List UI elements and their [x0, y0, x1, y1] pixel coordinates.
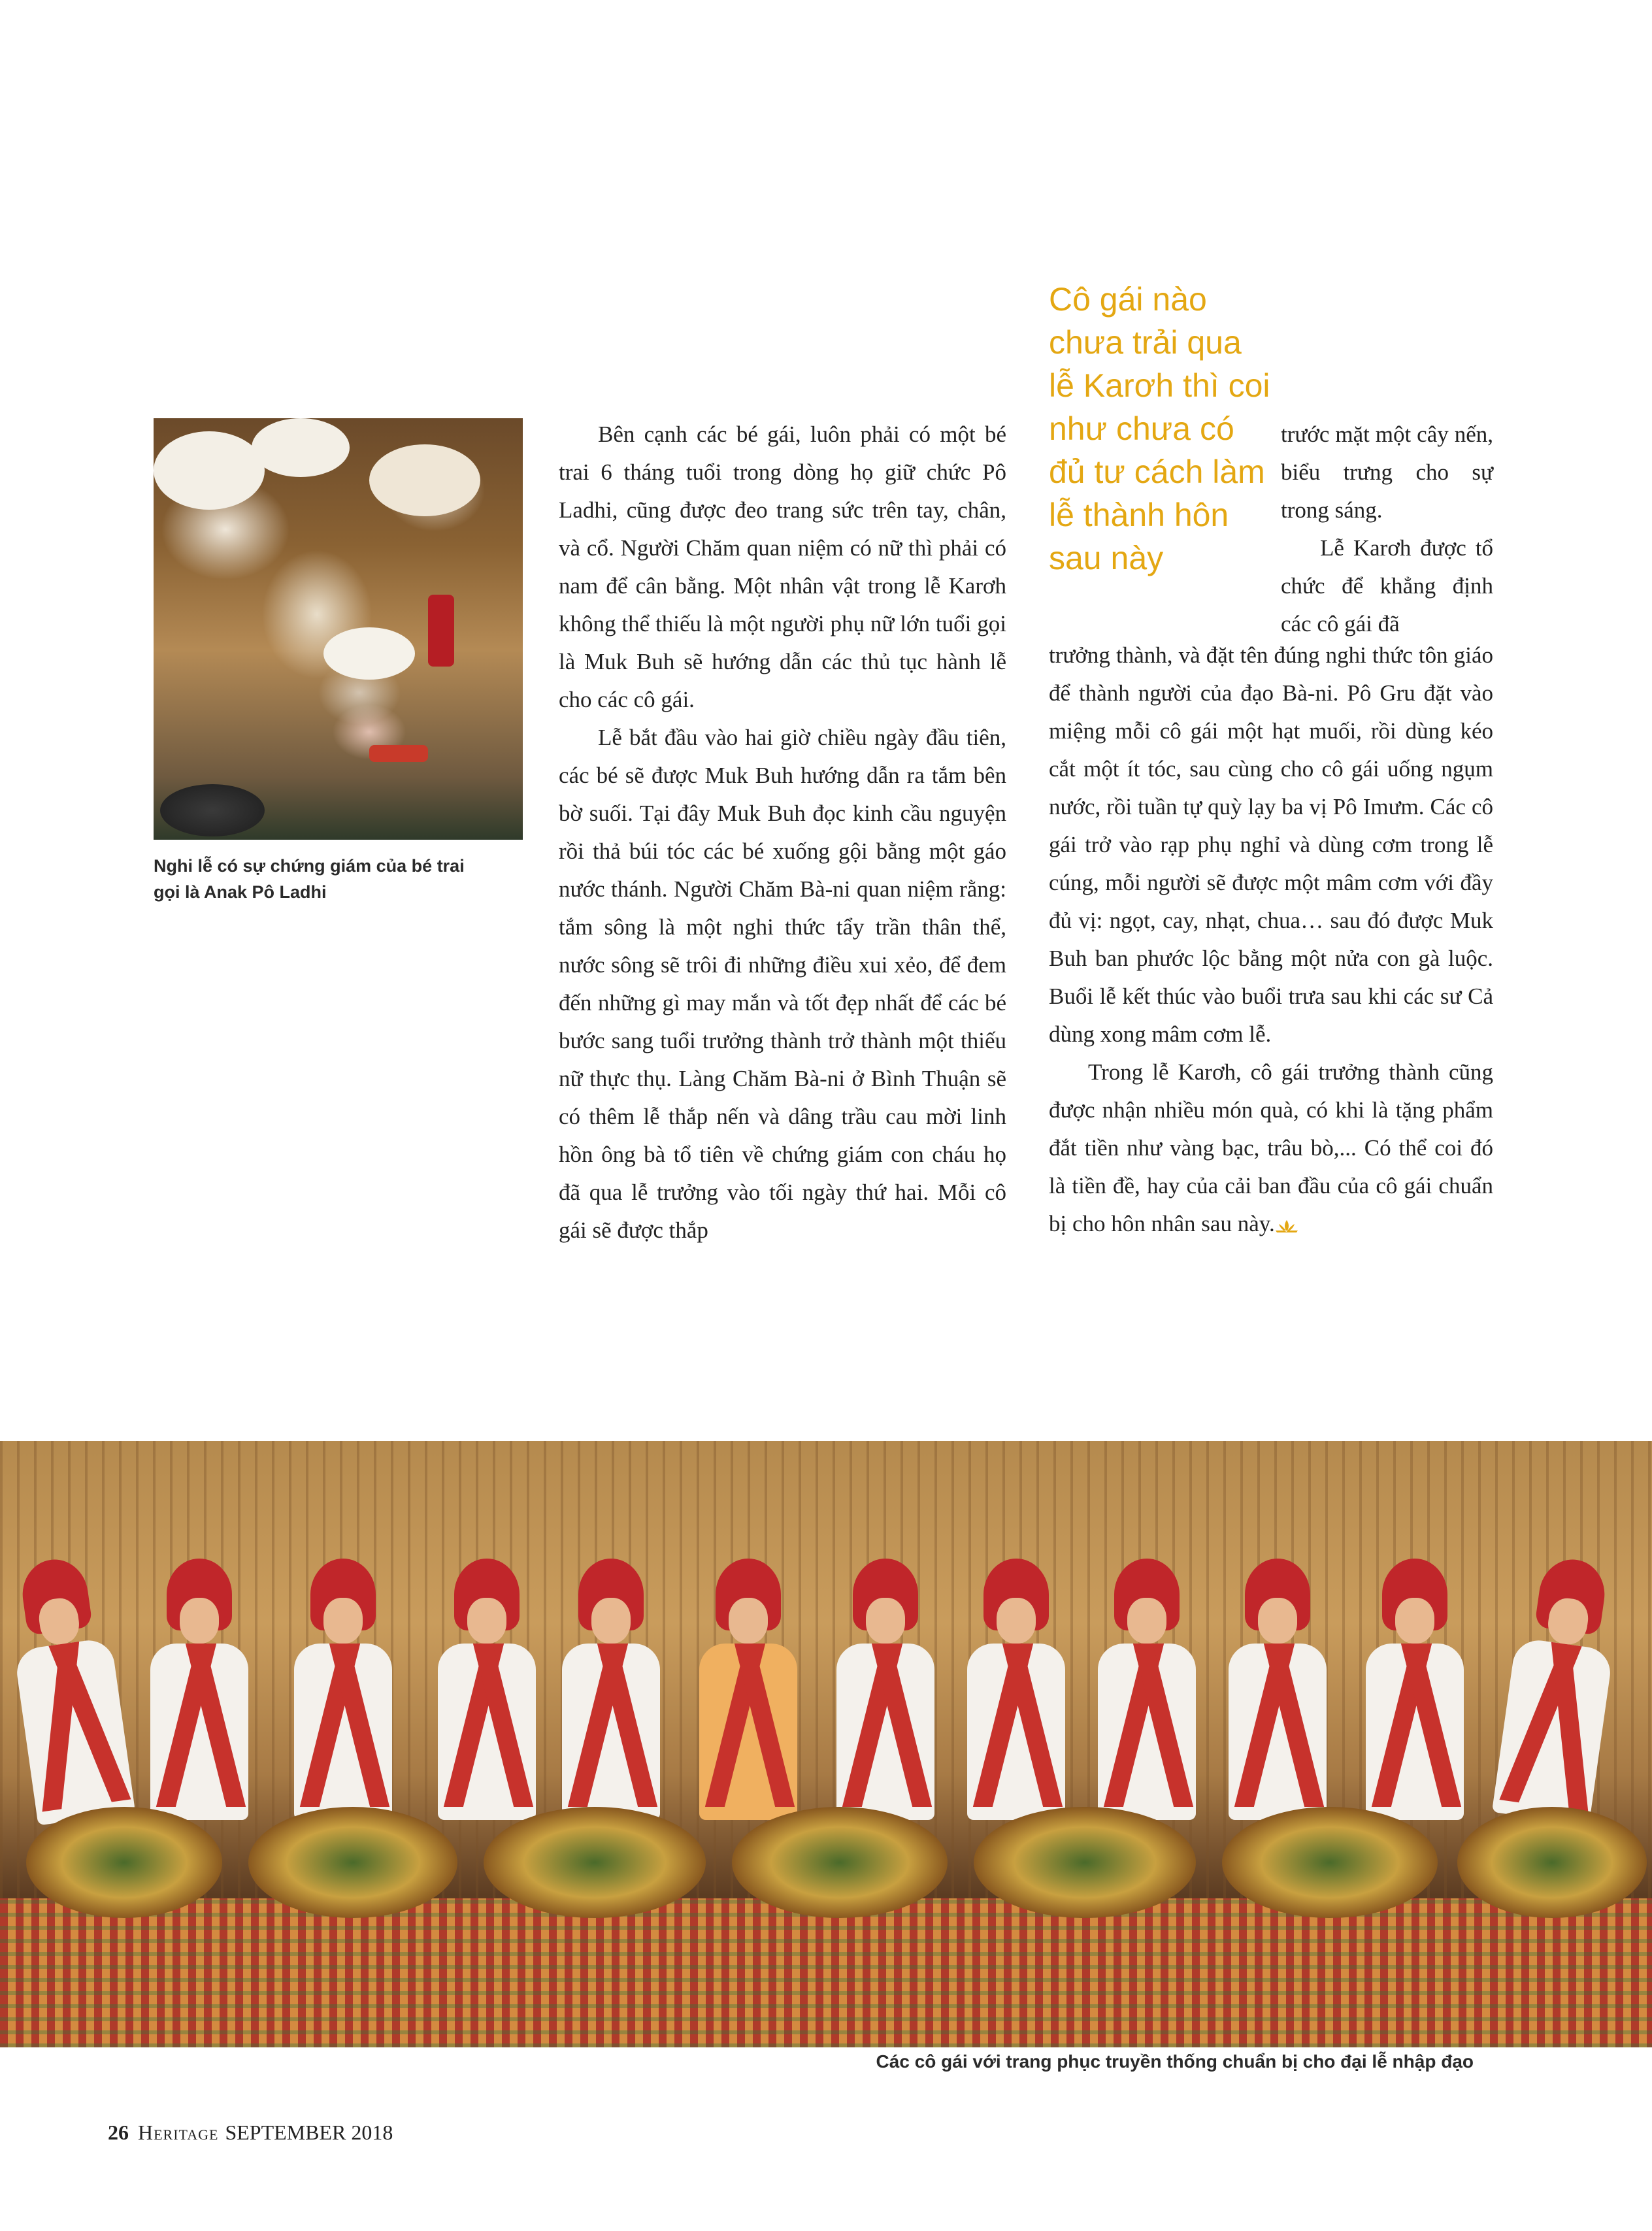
body-paragraph: trước mặt một cây nến, biểu trưng cho sự trong sáng. [1281, 421, 1493, 523]
issue-date: SEPTEMBER 2018 [225, 2121, 393, 2144]
page-folio [108, 2121, 393, 2145]
magazine-name: Heritage [138, 2121, 219, 2144]
ceremony-photo-baby-boy [154, 418, 523, 840]
body-paragraph: trưởng thành, và đặt tên đúng nghi thức tôn giáo để thành người của đạo Bà-ni. Pô Gru đặt vào miệng mỗi cô gái một hạt muối, rồi dùng kéo cắt một ít tóc, sau cùng cho cô gái uống ngụm nước, rồi tuần tự quỳ lạy ba vị Pô Imưm. Các cô gái trở vào rạp phụ nghỉ và dùng cơm trong lễ cúng, mỗi người sẽ được một mâm cơm với đầy đủ vị: ngọt, cay, nhạt, chua… sau đó được Muk Buh ban phước lộc bằng một nửa con gà luộc. Buổi lễ kết thúc vào buổi trưa sau khi các sư Cả dùng xong mâm cơm lễ. [1049, 642, 1493, 1047]
ceremony-photo-girls [0, 1441, 1652, 2047]
final-paragraph-text: Trong lễ Karơh, cô gái trưởng thành cũng được nhận nhiều món quà, có khi là tặng phẩm đắt tiền như vàng bạc, trâu bò,... Có thể coi đó là tiền đề, hay của cải ban đầu của cô gái chuẩn bị cho hôn nhân sau này. [1049, 1059, 1493, 1236]
top-photo-caption-line1: Nghi lễ có sự chứng giám của bé trai [154, 856, 465, 876]
body-paragraph: Lễ bắt đầu vào hai giờ chiều ngày đầu tiên, các bé sẽ được Muk Buh hướng dẫn ra tắm bên bờ suối. Tại đây Muk Buh đọc kinh cầu nguyện rồi thả búi tóc các bé xuống gội bằng một gáo nước thánh. Người Chăm Bà-ni quan niệm rằng: tắm sông là một nghi thức tẩy trần thân thể, nước sông sẽ trôi đi những điều xui xẻo, để đem đến những gì may mắn và tốt đẹp nhất để các bé bước sang tuổi trưởng thành trở thành một thiếu nữ thực thụ. Làng Chăm Bà-ni ở Bình Thuận sẽ có thêm lễ thắp nến và dâng trầu cau mời linh hồn ông bà tổ tiên về chứng giám con cháu họ đã qua lễ trưởng vào tối ngày thứ hai. Mỗi cô gái sẽ được thắp [559, 725, 1006, 1243]
body-column-right-top [1281, 416, 1493, 643]
top-photo-caption [154, 853, 526, 905]
body-column-right [1049, 636, 1493, 1243]
body-paragraph: Bên cạnh các bé gái, luôn phải có một bé trai 6 tháng tuổi trong dòng họ giữ chức Pô Ladhi, cũng được đeo trang sức trên tay, chân, và cổ. Người Chăm quan niệm có nữ thì phải có nam để cân bằng. Một nhân vật trong lễ Karơh không thể thiếu là một người phụ nữ lớn tuổi gọi là Muk Buh sẽ hướng dẫn các thủ tục hành lễ cho các cô gái. [559, 421, 1006, 712]
pull-quote: Cô gái nào chưa trải qua lễ Karơh thì coi như chưa có đủ tư cách làm lễ thành hôn sau này [1049, 281, 1270, 576]
body-paragraph: Lễ Karơh được tổ chức để khẳng định các cô gái đã [1281, 535, 1493, 636]
top-photo-caption-line2: gọi là Anak Pô Ladhi [154, 882, 327, 902]
body-column-middle [559, 416, 1006, 1249]
lotus-end-mark-icon [1275, 1219, 1298, 1233]
page-number: 26 [108, 2121, 129, 2144]
body-paragraph-final [1049, 1053, 1493, 1243]
bottom-photo-caption: Các cô gái với trang phục truyền thống chuẩn bị cho đại lễ nhập đạo [876, 2051, 1474, 2072]
